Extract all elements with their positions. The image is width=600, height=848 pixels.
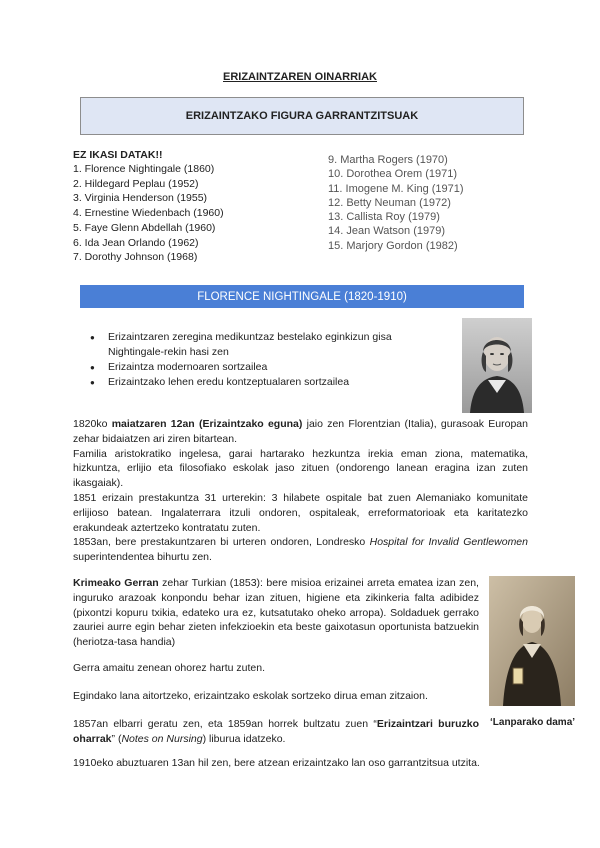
- book-italic: Notes on Nursing: [121, 732, 203, 745]
- section-title: FLORENCE NIGHTINGALE (1820-1910): [197, 290, 407, 303]
- hospital-italic: Hospital for Invalid Gentlewomen: [369, 536, 528, 549]
- photo-caption: ‘Lanparako dama’: [490, 717, 576, 728]
- list-item: 10. Dorothea Orem (1971): [328, 168, 458, 181]
- book-post: ) liburua idatzeko.: [202, 732, 286, 745]
- list-item: 9. Martha Rogers (1970): [328, 154, 448, 166]
- book-bold: Erizaintzari buruzko oharrak: [73, 718, 479, 745]
- bullet-list: [90, 330, 430, 390]
- list-item: 12. Betty Neuman (1972): [328, 196, 451, 209]
- family-paragraph: Familia aristokratiko ingelesa, garai hartarako hezkuntza irekia eman ziona, matematika, hizkuntza, erlijio eta filosofiako eskolak jaso zituen (ondorengo lanean eragina izan zuten ikasgaiak).: [73, 447, 528, 490]
- list-item: 6. Ida Jean Orlando (1962): [73, 236, 199, 249]
- section-title-bar: [80, 285, 524, 308]
- death-paragraph: 1910eko abuztuaren 13an hil zen, bere atzean erizaintzako lan oso garrantzitsua utzita.: [73, 757, 480, 769]
- crimea-text: zehar Turkian (1853): bere misioa erizainei arreta ematea izan zen, inguruko arazoak konpondu behar izan zituen, higiene eta zikinkeria falta adibidez (pixontzi kopuru txikia, edateko ura ez, kutsatutako oheko arropa). Soldaduek gerrako zauriei aurre egin behar zieten infekzioekin eta beste gaixotasun oportunista batzuekin (heriotza-tasa handia): [73, 577, 479, 649]
- crimea-bold: Krimeako Gerran: [73, 577, 159, 589]
- list-item: 5. Faye Glenn Abdellah (1960): [73, 221, 216, 234]
- bullet-item: ● Erizaintzaren zeregina medikuntzaz bestelako eginkizun gisa Nightingale-rekin hasi zen: [90, 330, 430, 360]
- hospital-paragraph: [73, 535, 528, 565]
- book-mid: ” (: [111, 732, 122, 745]
- figures-heading: ERIZAINTZAKO FIGURA GARRANTZITSUAK: [185, 110, 419, 122]
- birth-post: jaio zen Florentzian (Italia), gurasoak Europan zehar bidaiatzen ari ziren bitartean.: [73, 418, 528, 445]
- list-item: 2. Hildegard Peplau (1952): [73, 177, 199, 190]
- school-paragraph: Egindako lana aitortzeko, erizaintzako eskolak sortzeko dirua eman zitzaion.: [73, 690, 428, 702]
- honor-paragraph: Gerra amaitu zenean ohorez hartu zuten.: [73, 662, 266, 674]
- birth-pre: 1820ko: [73, 418, 112, 430]
- list-item: 3. Virginia Henderson (1955): [73, 192, 208, 205]
- figures-list-right: [328, 153, 464, 253]
- figures-list-left: [73, 162, 224, 265]
- lamp-lady-photo: [489, 576, 575, 706]
- list-item: 15. Marjory Gordon (1982): [328, 239, 458, 252]
- crimea-paragraph: [73, 576, 479, 650]
- book-paragraph: [73, 717, 479, 747]
- list-item: 14. Jean Watson (1979): [328, 225, 445, 238]
- list-item: 7. Dorothy Johnson (1968): [73, 251, 198, 264]
- training-paragraph: 1851 erizain prestakuntza 31 urterekin: 3 hilabete ospitale bat zuen Alemaniako komunitate erlijioso batean. Ingalaterrara itzuli ondoren, ospitaleak, erreformatorioak eta karitatezko erakundeak aztertzeko kontratatu zuten.: [73, 491, 528, 534]
- list-item: 13. Callista Roy (1979): [328, 211, 440, 224]
- page-title: ERIZAINTZAREN OINARRIAK: [223, 71, 377, 83]
- birth-paragraph: [73, 417, 528, 447]
- list-item: 1. Florence Nightingale (1860): [73, 163, 215, 175]
- bio-block: [73, 417, 528, 565]
- hospital-post: superintendentea bihurtu zen.: [73, 551, 212, 564]
- list-item: 11. Imogene M. King (1971): [328, 182, 464, 195]
- portrait-photo: [462, 318, 532, 413]
- hospital-pre: 1853an, bere prestakuntzaren bi urteren ondoren, Londresko: [73, 536, 370, 549]
- list-item: 4. Ernestine Wiedenbach (1960): [73, 207, 224, 220]
- book-pre: 1857an elbarri geratu zen, eta 1859an horrek bultzatu zuen “: [73, 718, 377, 730]
- figures-heading-box: [80, 97, 524, 135]
- bullet-item: ● Erizaintza modernoaren sortzailea: [90, 360, 430, 375]
- list-heading: EZ IKASI DATAK!!: [73, 149, 163, 161]
- birth-bold: maiatzaren 12an (Erizaintzako eguna): [111, 418, 303, 430]
- bullet-item: ● Erizaintzako lehen eredu kontzeptualaren sortzailea: [90, 375, 430, 390]
